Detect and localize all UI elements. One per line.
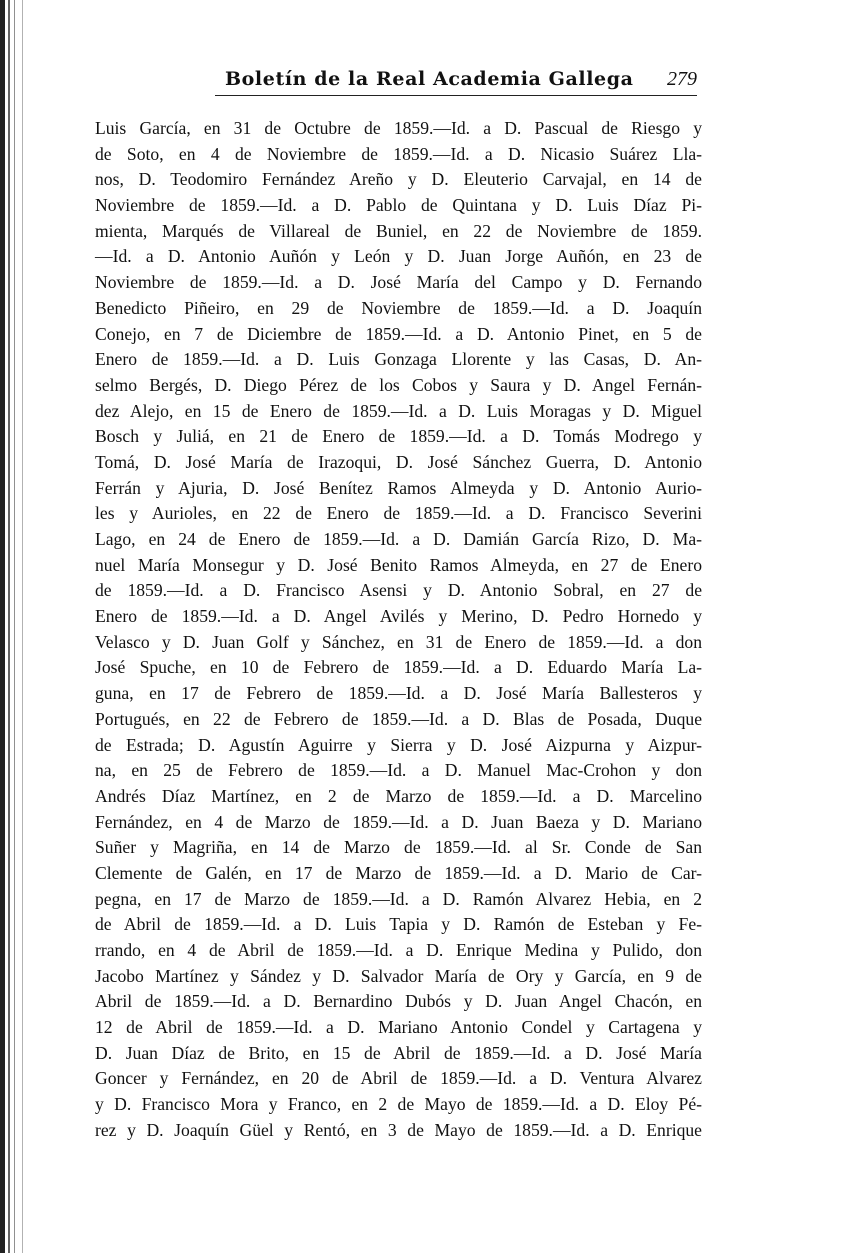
text-line: Tomá, D. José María de Irazoqui, D. José Sánchez Guerra, D. Antonio [95,451,702,472]
text-line: guna, en 17 de Febrero de 1859.—Id. a D. José María Ballesteros y [95,683,702,704]
text-line: na, en 25 de Febrero de 1859.—Id. a D. Manuel Mac-Crohon y don [95,760,702,781]
scan-binding-edge [0,0,32,1253]
text-line: Luis García, en 31 de Octubre de 1859.—Id. a D. Pascual de Riesgo y [95,118,702,138]
text-line: Bosch y Juliá, en 21 de Enero de 1859.—Id. a D. Tomás Modrego y [95,426,702,447]
text-line: de Estrada; D. Agustín Aguirre y Sierra y D. José Aizpurna y Aizpur- [95,734,702,755]
text-line: José Spuche, en 10 de Febrero de 1859.—Id. a D. Eduardo María La- [95,657,702,678]
text-line: mienta, Marqués de Villareal de Buniel, en 22 de Noviembre de 1859. [95,220,702,241]
text-line: dez Alejo, en 15 de Enero de 1859.—Id. a D. Luis Moragas y D. Miguel [95,400,702,421]
text-line: D. Juan Díaz de Brito, en 15 de Abril de 1859.—Id. a D. José María [95,1042,702,1063]
header-rule [215,95,697,96]
page-header [95,62,697,96]
text-line: Clemente de Galén, en 17 de Marzo de 1859.—Id. a D. Mario de Car- [95,862,702,883]
text-line: nuel María Monsegur y D. José Benito Ramos Almeyda, en 27 de Enero [95,554,702,575]
text-line: Enero de 1859.—Id. a D. Angel Avilés y Merino, D. Pedro Hornedo y [95,606,702,627]
text-line: Ferrán y Ajuria, D. José Benítez Ramos Almeyda y D. Antonio Aurio- [95,477,702,498]
text-line: nos, D. Teodomiro Fernández Areño y D. Eleuterio Carvajal, en 14 de [95,169,702,190]
text-line: selmo Bergés, D. Diego Pérez de los Cobos y Saura y D. Angel Fernán- [95,374,702,395]
text-line: Enero de 1859.—Id. a D. Luis Gonzaga Llorente y las Casas, D. An- [95,349,702,370]
text-line: Conejo, en 7 de Diciembre de 1859.—Id. a D. Antonio Pinet, en 5 de [95,323,702,344]
text-line: Noviembre de 1859.—Id. a D. José María del Campo y D. Fernando [95,272,702,293]
text-line: Lago, en 24 de Enero de 1859.—Id. a D. Damián García Rizo, D. Ma- [95,529,702,549]
text-line: rez y D. Joaquín Güel y Rentó, en 3 de Mayo de 1859.—Id. a D. Enrique [95,1119,702,1140]
body-text [95,116,702,1144]
text-line: Noviembre de 1859.—Id. a D. Pablo de Quintana y D. Luis Díaz Pi- [95,195,702,216]
text-line: Velasco y D. Juan Golf y Sánchez, en 31 de Enero de 1859.—Id. a don [95,631,702,652]
text-line: Andrés Díaz Martínez, en 2 de Marzo de 1859.—Id. a D. Marcelino [95,785,702,806]
text-line: Benedicto Piñeiro, en 29 de Noviembre de 1859.—Id. a D. Joaquín [95,297,702,318]
text-line: rrando, en 4 de Abril de 1859.—Id. a D. Enrique Medina y Pulido, don [95,940,702,960]
text-line: Suñer y Magriña, en 14 de Marzo de 1859.—Id. al Sr. Conde de San [95,837,702,858]
page-number: 279 [667,68,697,90]
text-line: de Soto, en 4 de Noviembre de 1859.—Id. a D. Nicasio Suárez Lla- [95,143,702,164]
text-line: pegna, en 17 de Marzo de 1859.—Id. a D. Ramón Alvarez Hebia, en 2 [95,888,702,909]
text-line: Goncer y Fernández, en 20 de Abril de 1859.—Id. a D. Ventura Alvarez [95,1068,702,1089]
text-line: Fernández, en 4 de Marzo de 1859.—Id. a D. Juan Baeza y D. Mariano [95,811,702,832]
text-line: Jacobo Martínez y Sández y D. Salvador María de Ory y García, en 9 de [95,965,702,986]
text-line: 12 de Abril de 1859.—Id. a D. Mariano Antonio Condel y Cartagena y [95,1017,702,1038]
text-line: y D. Francisco Mora y Franco, en 2 de Mayo de 1859.—Id. a D. Eloy Pé- [95,1094,702,1115]
running-title: Boletín de la Real Academia Gallega [225,68,634,90]
text-line: Abril de 1859.—Id. a D. Bernardino Dubós y D. Juan Angel Chacón, en [95,991,702,1012]
text-line: de Abril de 1859.—Id. a D. Luis Tapia y D. Ramón de Esteban y Fe- [95,914,702,935]
text-line: —Id. a D. Antonio Auñón y León y D. Juan Jorge Auñón, en 23 de [95,246,702,267]
text-line: de 1859.—Id. a D. Francisco Asensi y D. Antonio Sobral, en 27 de [95,580,702,601]
text-line: Portugués, en 22 de Febrero de 1859.—Id. a D. Blas de Posada, Duque [95,708,702,729]
text-line: les y Aurioles, en 22 de Enero de 1859.—Id. a D. Francisco Severini [95,503,702,524]
